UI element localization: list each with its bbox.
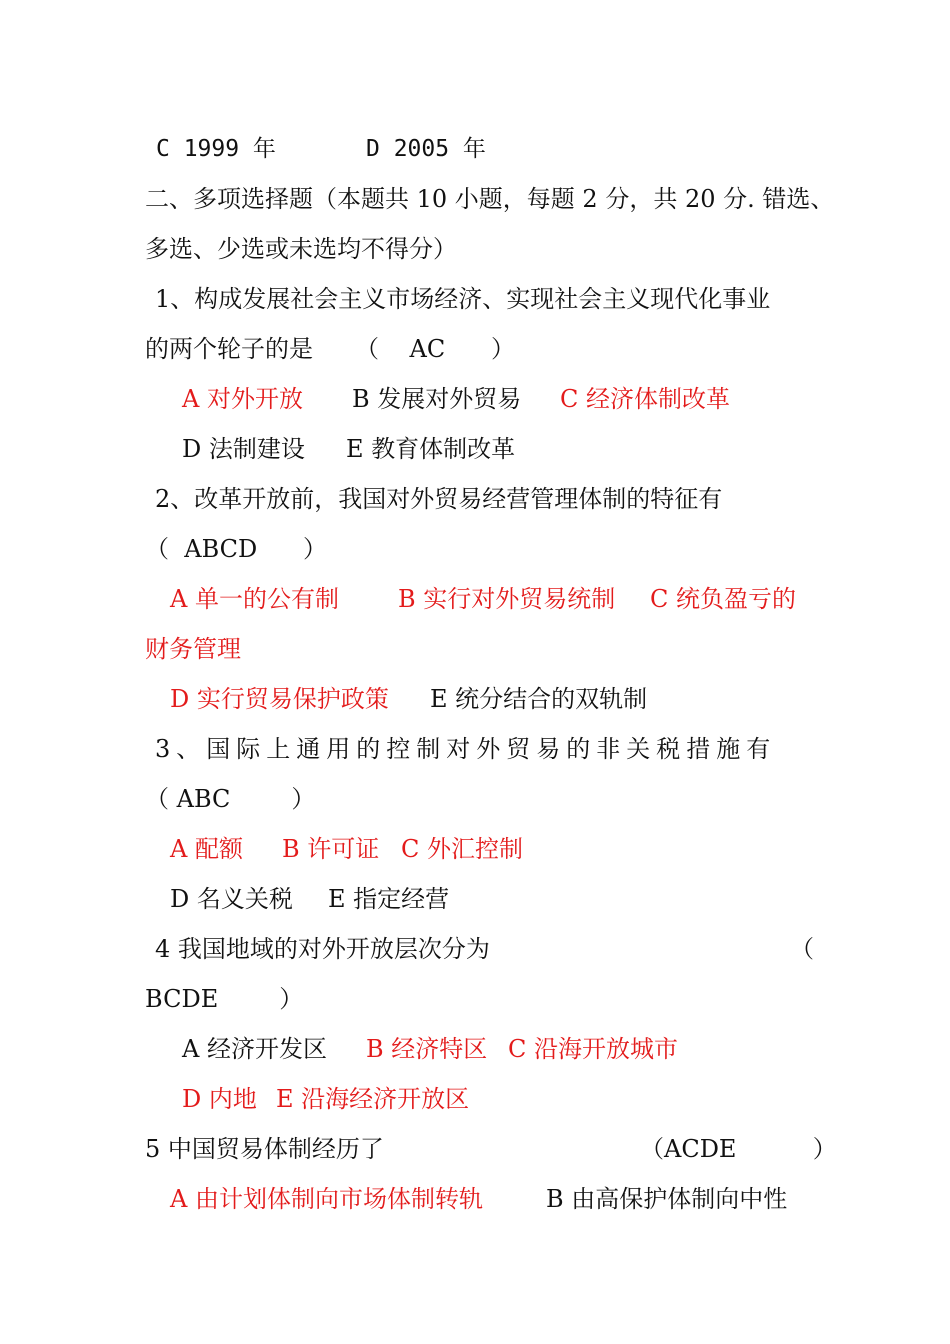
q4-answer: BCDE ） [145, 985, 304, 1013]
q5-option-a: A 由计划体制向市场体制转轨 [170, 1185, 483, 1213]
q2-text-line1: 2、改革开放前，我国对外贸易经营管理体制的特征有 [155, 485, 723, 513]
q3-option-a: A 配额 [170, 835, 243, 863]
q2-option-a: A 单一的公有制 [170, 585, 339, 613]
option-c-1999: C 1999 年 [156, 136, 276, 162]
q5-answer: （ACDE ） [640, 1135, 837, 1163]
q5-option-b: B 由高保护体制向中性 [546, 1185, 788, 1213]
section-title-line1: 二、多项选择题（本题共 10 小题，每题 2 分，共 20 分. 错选、 [145, 185, 835, 213]
q2-option-c: C 统负盈亏的 [650, 585, 796, 613]
q5-text-line1: 5 中国贸易体制经历了 [145, 1135, 384, 1163]
q3-option-d: D 名义关税 [170, 885, 293, 913]
q3-option-c: C 外汇控制 [401, 835, 523, 863]
q4-option-d: D 内地 [182, 1085, 257, 1113]
q1-answer: （ AC ） [355, 335, 515, 363]
q1-text-line2: 的两个轮子的是 [145, 335, 313, 363]
q2-answer: （ ABCD ） [145, 535, 328, 563]
q3-answer: （ ABC ） [145, 785, 316, 813]
q4-option-b: B 经济特区 [366, 1035, 488, 1063]
q3-text-line1: 3、国际上通用的控制对外贸易的非关税措施有 [155, 735, 777, 763]
section-title-line2: 多选、少选或未选均不得分） [145, 235, 457, 263]
q2-option-d: D 实行贸易保护政策 [170, 685, 389, 713]
q3-option-e: E 指定经营 [328, 885, 450, 913]
q1-text-line1: 1、构成发展社会主义市场经济、实现社会主义现代化事业 [155, 285, 771, 313]
q2-option-e: E 统分结合的双轨制 [430, 685, 648, 713]
q2-option-c-continued: 财务管理 [145, 635, 241, 663]
q4-option-a: A 经济开发区 [182, 1035, 327, 1063]
option-d-2005: D 2005 年 [366, 136, 486, 162]
q1-option-b: B 发展对外贸易 [352, 385, 522, 413]
q2-option-b: B 实行对外贸易统制 [398, 585, 616, 613]
q4-answer-open: （ [790, 935, 814, 963]
q4-option-e: E 沿海经济开放区 [276, 1085, 470, 1113]
q1-option-d: D 法制建设 [182, 435, 305, 463]
q4-option-c: C 沿海开放城市 [508, 1035, 678, 1063]
q1-option-c: C 经济体制改革 [560, 385, 730, 413]
q4-text-line1: 4 我国地域的对外开放层次分为 [155, 935, 490, 963]
q1-option-e: E 教育体制改革 [346, 435, 516, 463]
q3-option-b: B 许可证 [282, 835, 380, 863]
q1-option-a: A 对外开放 [182, 385, 303, 413]
